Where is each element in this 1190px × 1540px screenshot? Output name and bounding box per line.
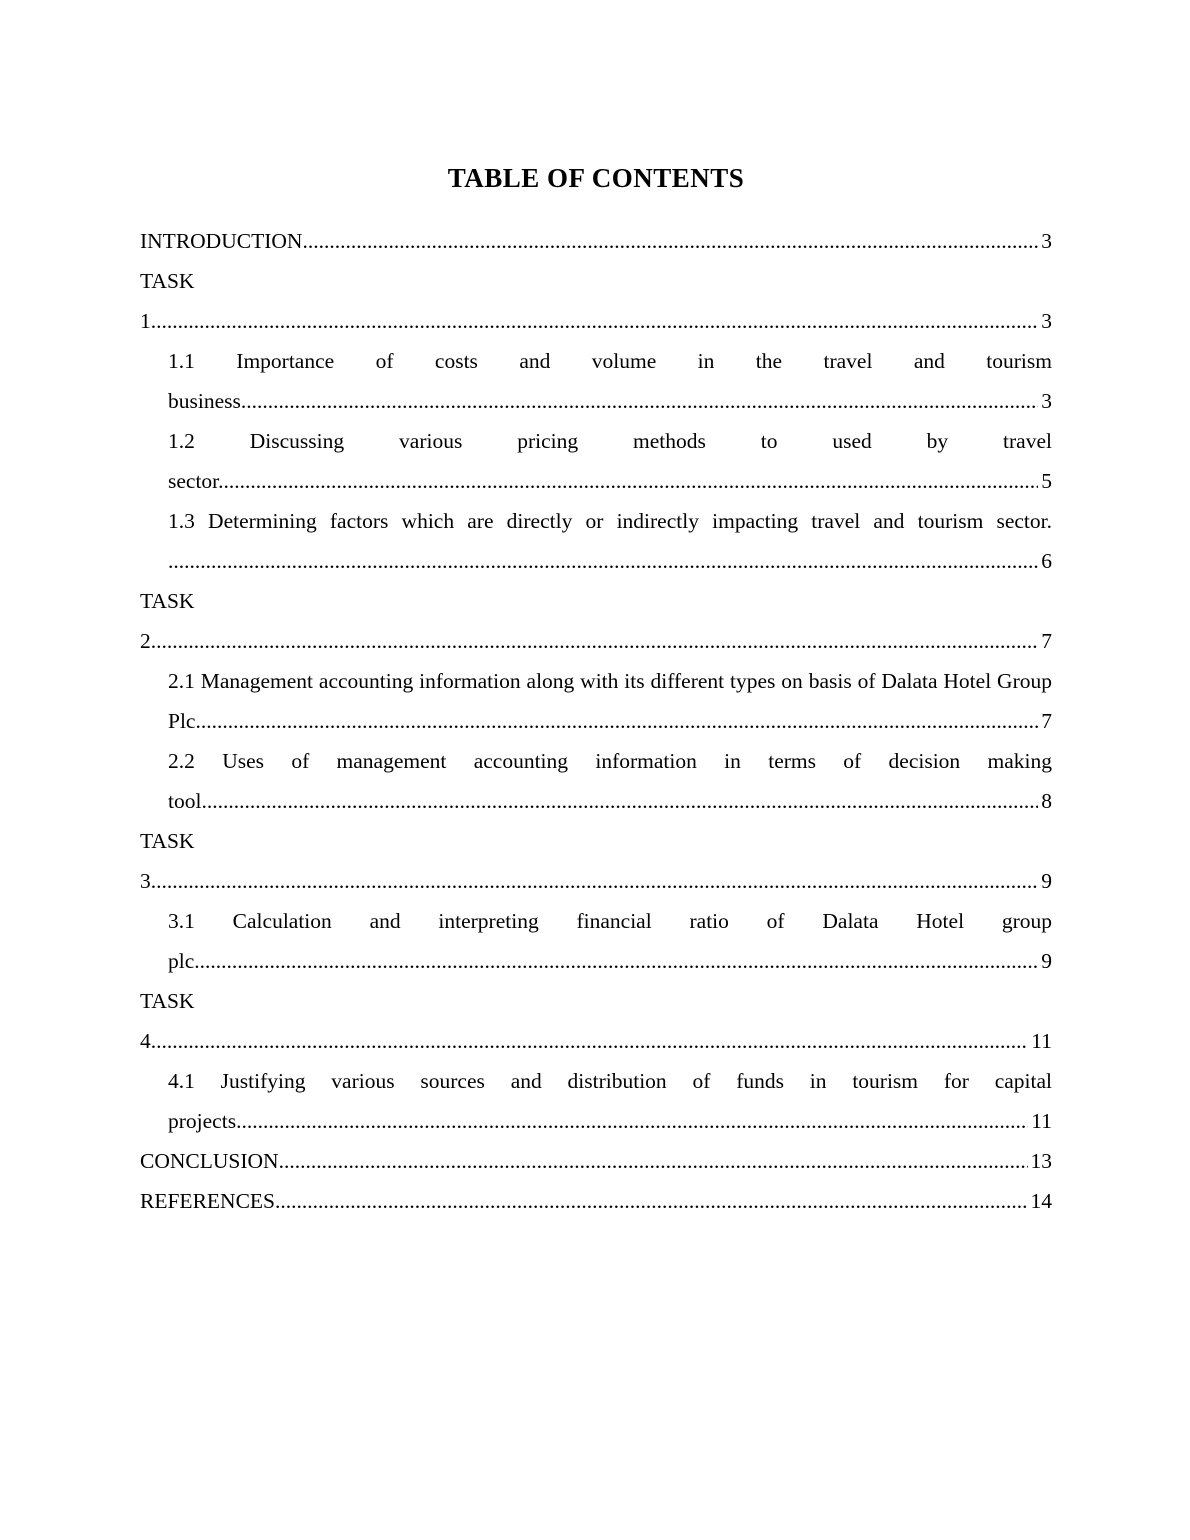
toc-entry-label: 2.2 Uses of management accounting information in terms of decision making tool ..... bbox=[168, 749, 1052, 813]
toc-entry-label: 2.1 Management accounting information along with its different types on basis of Dalata Hotel Group Plc ..... bbox=[168, 669, 1052, 733]
toc-entry-label: REFERENCES ..... bbox=[140, 1189, 1052, 1213]
toc-entry-page: 9 bbox=[1038, 861, 1052, 901]
toc-entry-label: TASK 3 ..... bbox=[140, 829, 1052, 893]
toc-entry bbox=[140, 1181, 1052, 1221]
toc-entry bbox=[140, 501, 1052, 581]
toc-entry-page: 14 bbox=[1028, 1181, 1053, 1221]
toc-entry-page: 11 bbox=[1028, 1021, 1052, 1061]
toc-entry bbox=[140, 261, 1052, 341]
toc-entry bbox=[140, 1141, 1052, 1181]
toc-entry-label: TASK 4 ..... bbox=[140, 989, 1052, 1053]
toc-entry bbox=[140, 581, 1052, 661]
toc-entry-label: TASK 1 ..... bbox=[140, 269, 1052, 333]
toc-entry bbox=[140, 741, 1052, 821]
toc-entry-page: 3 bbox=[1038, 381, 1052, 421]
toc-entry-label: INTRODUCTION ..... bbox=[140, 229, 1052, 253]
toc-entry-page: 7 bbox=[1038, 621, 1052, 661]
toc-entry-page: 5 bbox=[1038, 461, 1052, 501]
toc-entry-label: 3.1 Calculation and interpreting financial ratio of Dalata Hotel group plc ..... bbox=[168, 909, 1052, 973]
toc-entry bbox=[140, 661, 1052, 741]
toc-entry-label: TASK 2 ..... bbox=[140, 589, 1052, 653]
toc-entry-page: 6 bbox=[1038, 541, 1052, 581]
toc-list bbox=[140, 221, 1052, 1221]
toc-entry bbox=[140, 1061, 1052, 1141]
toc-entry-label: 4.1 Justifying various sources and distribution of funds in tourism for capital projects ..... bbox=[168, 1069, 1052, 1133]
toc-entry-page: 11 bbox=[1028, 1101, 1052, 1141]
toc-entry-page: 7 bbox=[1038, 701, 1052, 741]
page-title: TABLE OF CONTENTS bbox=[447, 163, 745, 193]
toc-entry-page: 3 bbox=[1038, 221, 1052, 261]
toc-entry-page: 8 bbox=[1038, 781, 1052, 821]
toc-entry-page: 3 bbox=[1038, 301, 1052, 341]
toc-entry bbox=[140, 421, 1052, 501]
toc-entry-label: CONCLUSION ..... bbox=[140, 1149, 1052, 1173]
toc-entry-page: 13 bbox=[1028, 1141, 1053, 1181]
toc-entry bbox=[140, 221, 1052, 261]
toc-entry bbox=[140, 901, 1052, 981]
toc-entry bbox=[140, 341, 1052, 421]
toc-entry bbox=[140, 981, 1052, 1061]
toc-entry-label: 1.2 Discussing various pricing methods to used by travel sector ..... bbox=[168, 429, 1052, 493]
toc-entry-page: 9 bbox=[1038, 941, 1052, 981]
toc-entry-label: 1.1 Importance of costs and volume in the travel and tourism business ..... bbox=[168, 349, 1052, 413]
toc-entry bbox=[140, 821, 1052, 901]
toc-entry-label: 1.3 Determining factors which are directly or indirectly impacting travel and tourism sector. ..... bbox=[168, 509, 1052, 573]
